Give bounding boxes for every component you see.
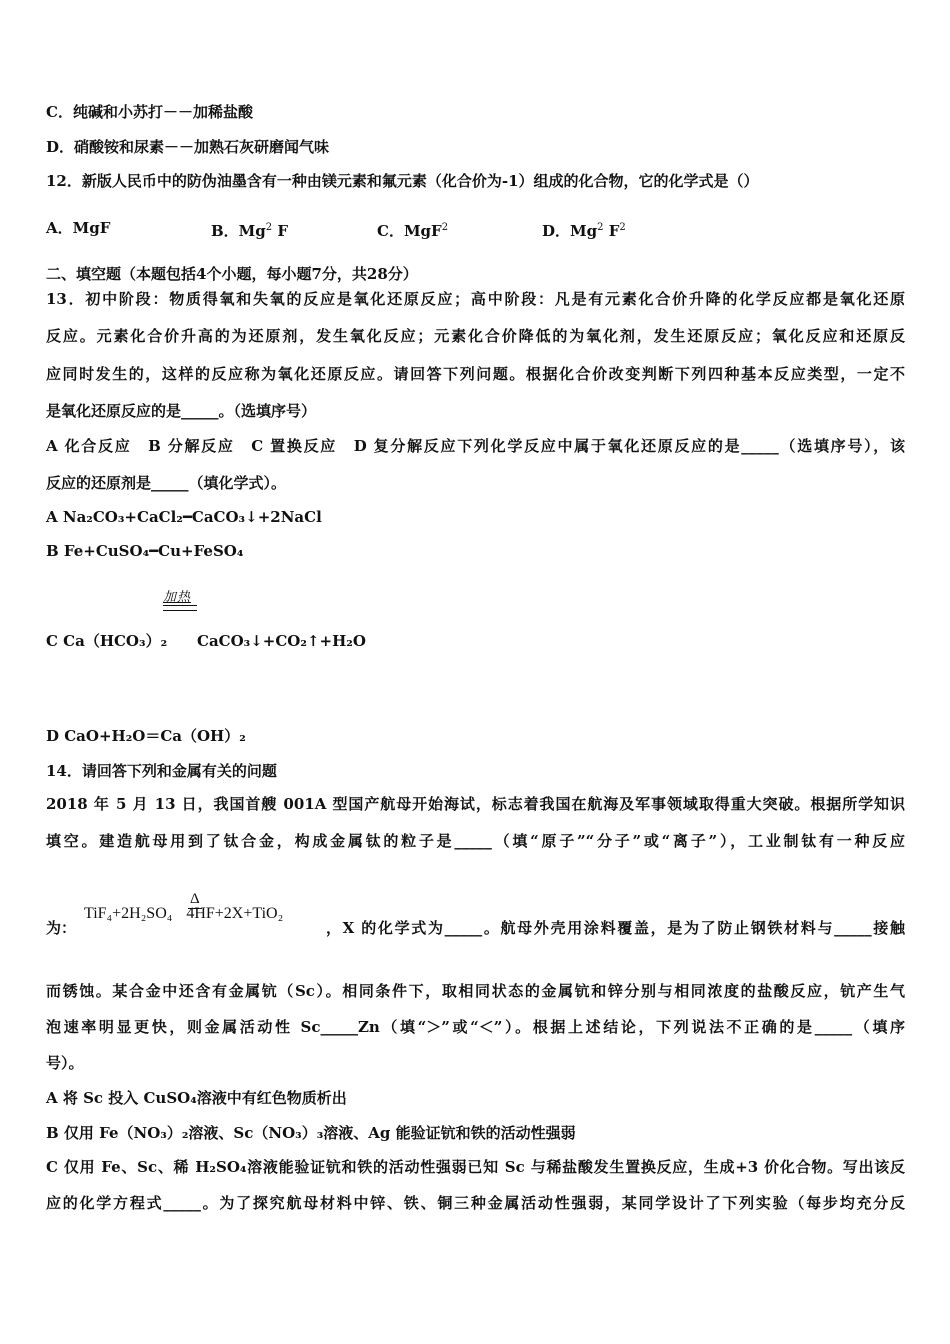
equation-left: TiF₄+2H₂SO₄ xyxy=(84,905,173,922)
reaction-c-right: CaCO₃↓+CO₂↑+H₂O xyxy=(197,632,366,650)
reaction-b: B Fe+CuSO₄━Cu+FeSO₄ xyxy=(46,542,244,560)
question-12: 12．新版人民币中的防伪油墨含有一种由镁元素和氟元素（化合价为-1）组成的化合物，它的化学式是（） xyxy=(46,172,759,190)
question-14-line-2: 填空。建造航母用到了钛合金，构成金属钛的粒子是_____（填“原子”“分子”或“离子”），工业制钛有一种反应 xyxy=(46,832,905,850)
heating-condition-label: 加热 xyxy=(163,590,192,605)
titanium-equation xyxy=(84,905,283,923)
question-14-line-5: 泡速率明显更快，则金属活动性 Sc_____Zn（填“＞”或“＜”）。根据上述结论，下列说法不正确的是_____（填序 xyxy=(46,1018,905,1036)
heating-bar-bottom xyxy=(163,610,197,611)
q12-option-a: A．MgF xyxy=(46,219,111,237)
reaction-d: D CaO+H₂O＝Ca（OH）₂ xyxy=(46,727,246,745)
q12-option-b: B．Mg$^2$ F xyxy=(211,222,289,240)
section-2-heading: 二、填空题（本题包括4个小题，每小题7分，共28分） xyxy=(46,265,418,283)
question-13-line-5: A 化合反应 B 分解反应 C 置换反应 D 复分解反应下列化学反应中属于氧化还原反应的是_____（选填序号），该 xyxy=(46,437,905,455)
option-d-line: D．硝酸铵和尿素－－加熟石灰研磨闻气味 xyxy=(46,138,330,156)
reaction-c-left: C Ca（HCO₃）₂ xyxy=(46,632,168,650)
question-14-line-1: 2018 年 5 月 13 日，我国首艘 001A 型国产航母开始海试，标志着我国在航海及军事领域取得重大突破。根据所学知识 xyxy=(46,795,905,813)
delta-symbol: Δ xyxy=(190,891,200,907)
heating-bar-top xyxy=(163,605,197,606)
q14-option-c: C 仅用 Fe、Sc、稀 H₂SO₄溶液能验证钪和铁的活动性强弱已知 Sc 与稀盐酸发生置换反应，生成+3 价化合物。写出该反 xyxy=(46,1158,905,1176)
question-14: 14．请回答下列和金属有关的问题 xyxy=(46,762,277,780)
equation-right: 4HF+2X+TiO₂ xyxy=(186,905,284,922)
reaction-a: A Na₂CO₃+CaCl₂━CaCO₃↓+2NaCl xyxy=(46,508,322,526)
q12-option-c: C．MgF$^2$ xyxy=(377,222,449,240)
option-c-line: C．纯碱和小苏打－－加稀盐酸 xyxy=(46,103,253,121)
question-13-line-2: 反应。元素化合价升高的为还原剂，发生氧化反应；元素化合价降低的为氧化剂，发生还原反应；氧化反应和还原反 xyxy=(46,327,905,345)
q14-option-b: B 仅用 Fe（NO₃）₂溶液、Sc（NO₃）₃溶液、Ag 能验证钪和铁的活动性强弱 xyxy=(46,1124,576,1142)
question-14-line-4: 而锈蚀。某合金中还含有金属钪（Sc）。相同条件下，取相同状态的金属钪和锌分别与相同浓度的盐酸反应，钪产生气 xyxy=(46,982,905,1000)
question-13-line-6: 反应的还原剂是_____（填化学式）。 xyxy=(46,474,287,492)
question-14-line-9: 应的化学方程式_____。为了探究航母材料中锌、铁、铜三种金属活动性强弱，某同学设计了下列实验（每步均充分反 xyxy=(46,1194,905,1212)
equation-equal-bar xyxy=(188,908,202,909)
question-13-line-4: 是氧化还原反应的是_____。（选填序号） xyxy=(46,402,317,420)
question-13-line-1: 13．初中阶段：物质得氧和失氧的反应是氧化还原反应；高中阶段：凡是有元素化合价升降的化学反应都是氧化还原 xyxy=(46,290,905,308)
question-14-line-6: 号）。 xyxy=(46,1054,84,1072)
q14-option-a: A 将 Sc 投入 CuSO₄溶液中有红色物质析出 xyxy=(46,1089,347,1107)
q12-option-d: D．Mg$^2$ $F^2$ xyxy=(542,222,626,240)
question-14-line-3-prefix: 为： xyxy=(46,919,77,937)
question-14-line-3: ，X 的化学式为_____。航母外壳用涂料覆盖，是为了防止钢铁材料与_____接触 xyxy=(326,919,905,937)
question-13-line-3: 应同时发生的，这样的反应称为氧化还原反应。请回答下列问题。根据化合价改变判断下列四种基本反应类型，一定不 xyxy=(46,365,905,383)
